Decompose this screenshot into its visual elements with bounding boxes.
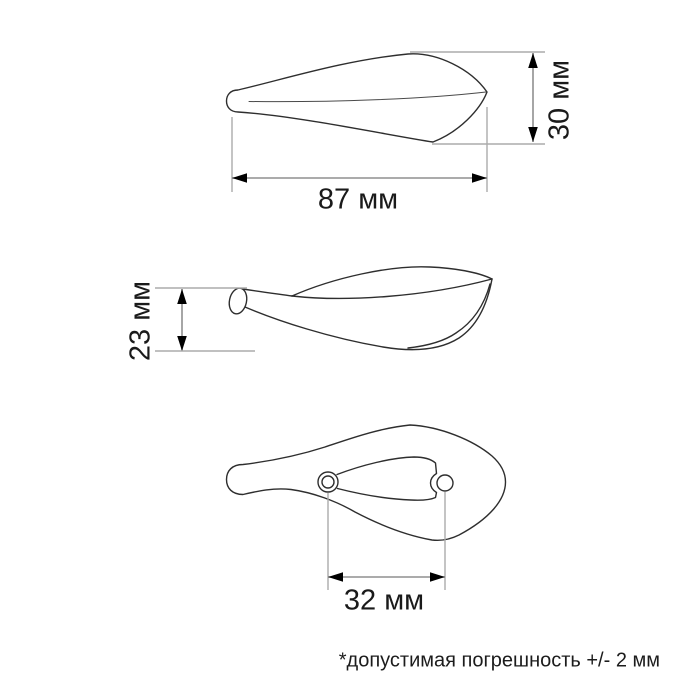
arrowhead-23-bottom (177, 336, 187, 351)
mounting-hole-left-outer (318, 472, 338, 492)
arrowhead-32-left (328, 572, 343, 582)
side-view-neck-top (243, 289, 292, 296)
mounting-hole-left-inner (322, 476, 334, 488)
dimension-label-width-87mm: 87 мм (317, 183, 399, 216)
dimension-label-height-23mm: 23 мм (124, 280, 157, 362)
top-view-centerline (249, 92, 486, 102)
side-view-inner-edge (292, 279, 492, 298)
top-view-outline (227, 54, 488, 142)
mounting-hole-right (437, 475, 453, 491)
arrowhead-87-right (472, 173, 487, 183)
top-view (227, 52, 546, 192)
arrowhead-23-top (177, 289, 187, 304)
side-view (155, 267, 492, 351)
side-view-top-outline (292, 267, 492, 296)
dimension-label-hole-spacing-32mm: 32 мм (343, 584, 425, 617)
bottom-view-outline (227, 425, 506, 540)
arrowhead-32-right (430, 572, 445, 582)
arrowhead-30-top (528, 53, 538, 68)
tolerance-footnote: *допустимая погрешность +/- 2 мм (338, 649, 660, 672)
side-view-end-cap (227, 287, 249, 316)
bottom-view (227, 425, 506, 590)
bottom-view-recess (337, 457, 437, 500)
dimension-label-height-30mm: 30 мм (543, 59, 576, 141)
arrowhead-87-left (232, 173, 247, 183)
arrowhead-30-bottom (528, 127, 538, 142)
side-view-bottom-outline (245, 279, 492, 350)
